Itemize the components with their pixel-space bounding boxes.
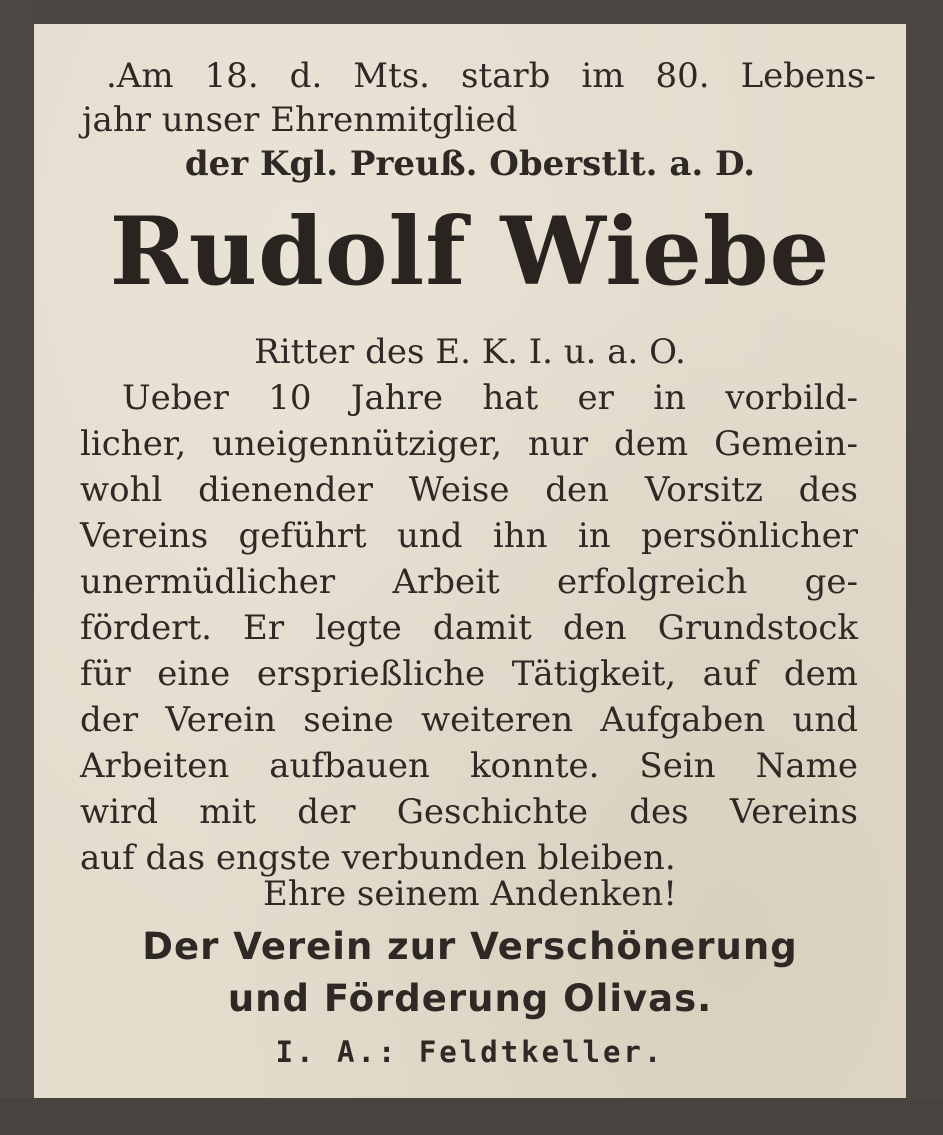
body-line: Vereins geführt und ihn in persönlicher [80,516,858,556]
signature-association-line-2: und Förderung Olivas. [227,977,713,1020]
closing-line: Ehre seinem Andenken! [263,874,677,914]
body-line: Arbeiten aufbauen konnte. Sein Name [80,746,858,786]
honor-title: Ritter des E. K. I. u. a. O. [254,332,686,372]
body-line: fördert. Er legte damit den Grundstock [80,608,858,648]
deceased-name: Rudolf Wiebe [109,197,831,307]
body-line: Ueber 10 Jahre hat er in vorbild- [122,378,858,418]
obituary-notice [34,24,906,1098]
body-line: unermüdlicher Arbeit erfolgreich ge- [80,562,858,602]
body-line: auf das engste verbunden bleiben. [80,838,676,878]
signature-association-line-1: Der Verein zur Verschönerung [142,925,798,968]
header-line-3: der Kgl. Preuß. Oberstlt. a. D. [184,144,756,184]
header-line-1: .Am 18. d. Mts. starb im 80. Lebens- [106,56,876,96]
scan-border-left [0,0,34,1135]
body-line: der Verein seine weiteren Aufgaben und [80,700,858,740]
scan-border-top [0,0,943,24]
signature-signatory: I. A.: Feldtkeller. [275,1035,665,1069]
body-line: für eine ersprießliche Tätigkeit, auf dem [80,654,858,694]
header-line-2: jahr unser Ehrenmitglied [82,100,518,140]
body-line: wird mit der Geschichte des Vereins [80,792,858,832]
scan-border-right [906,0,943,1135]
scan-border-bottom [0,1098,943,1135]
body-line: licher, uneigennütziger, nur dem Gemein- [80,424,858,464]
body-line: wohl dienender Weise den Vorsitz des [80,470,858,510]
